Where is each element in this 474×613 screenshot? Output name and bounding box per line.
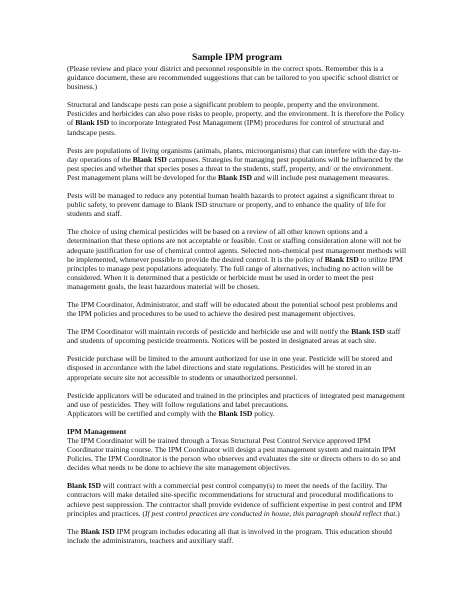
pest-management-goals-paragraph: Pests will be managed to reduce any potential human health hazards to protect against a significant threat to public safety, to prevent damage to Blank ISD structure or property, and to enhance the quality of life for students and staff. xyxy=(67,191,395,219)
section-heading-ipm-management: IPM Management xyxy=(67,426,127,436)
education-paragraph: The IPM Coordinator, Administrator, and staff will be educated about the potential school pest problems and the IPM policies and procedures to be used to achieve the desired pest management objectives. xyxy=(67,299,398,319)
contractor-paragraph: Blank ISD will contract with a commercial pest control company(s) to meet the needs of the facility. The contractors will make detailed site-specific recommendations for structural and procedural modifications to achieve pest suppression. The contractor shall provide evidence of sufficient expertise in pest control and IPM principles and practices. (If pest control practices are conducted in house, this paragraph should reflect that.) xyxy=(67,481,403,518)
document-page xyxy=(67,52,407,554)
applicators-paragraph: Pesticide applicators will be educated and trained in the principles and practices of integrated pest management and use of pesticides. They will follow regulations and label precautions. Applicators will be certified and comply with the Blank ISD policy. xyxy=(67,390,406,418)
pests-definition-paragraph: Pests are populations of living organisms (animals, plants, microorganisms) that can interfere with the day-to-day operations of the Blank ISD campuses. Strategies for managing pest populations will be influenced by the pest species and whether that species poses a threat to the students, staff, property, and/ or the environment. Pest management plans will be developed for the Blank ISD and will include pest management measures. xyxy=(67,145,404,182)
policy-paragraph: Structural and landscape pests can pose a significant problem to people, property and the environment. Pesticides and herbicides can also pose risks to people, property, and the environment. It is therefore the Policy of Blank ISD to incorporate Integrated Pest Management (IPM) procedures for control of structural and landscape pests. xyxy=(67,100,405,137)
chemical-pesticides-paragraph: The choice of using chemical pesticides will be based on a review of all other known options and a determination that these options are not acceptable or feasible. Cost or staffing consideration alone will not be adequate justification for use of chemical control agents. Selected non-chemical pest management methods will be implemented, whenever possible to provide the desired control. It is the policy of Blank ISD to utilize IPM principles to manage pest populations adequately. The full range of alternatives, including no action will be considered. When it is determined that a pesticide or herbicide must be used in order to meet the pest management goals, the least hazardous material will be chosen. xyxy=(67,227,407,291)
purchase-storage-paragraph: Pesticide purchase will be limited to the amount authorized for use in one year. Pesticide will be stored and disposed in accordance with the label directions and state regulations. Pesticides will be stored in an appropriate secure site not accessible to students or unauthorized personnel. xyxy=(67,354,393,382)
document-title: Sample IPM program xyxy=(192,52,282,63)
coordinator-paragraph: The IPM Coordinator will be trained through a Texas Structural Pest Control Service approved IPM Coordinator training course. The IPM Coordinator will design a pest management system and maintain IPM Policies. The IPM Coordinator is the person who observes and evaluates the site or directs others to do so and decides what needs to be done to achieve the site management objectives. xyxy=(67,436,401,473)
intro-paragraph: (Please review and place your district and personnel responsible in the correct spots. Remember this is a guidance document, these are recommended suggestions that can be tailored to you specific school district or business.) xyxy=(67,64,399,92)
program-education-paragraph: The Blank ISD IPM program includes educating all that is involved in the program. This education should include the administrators, teachers and auxiliary staff. xyxy=(67,526,392,545)
records-paragraph: The IPM Coordinator will maintain records of pesticide and herbicide use and will notify the Blank ISD staff and students of upcoming pesticide treatments. Notices will be posted in designated areas at each site. xyxy=(67,327,401,346)
